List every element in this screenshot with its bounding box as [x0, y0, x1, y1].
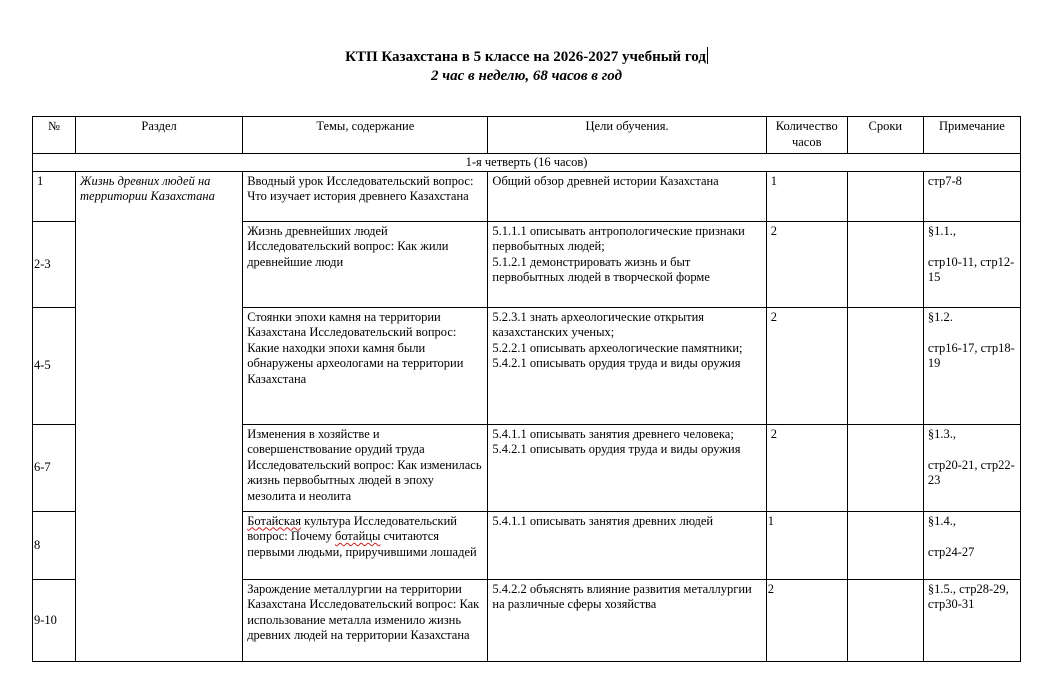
note-cell: §1.1., стр10-11, стр12-15 [923, 221, 1020, 307]
hours-cell: 2 [766, 579, 847, 661]
dates-cell [847, 424, 923, 511]
title-text: КТП Казахстана в 5 классе на 2026-2027 учебный год [345, 49, 706, 65]
dates-cell [847, 511, 923, 579]
hours-cell: 1 [766, 511, 847, 579]
topic-cell: Стоянки эпохи камня на территории Казахстана Исследовательский вопрос: Какие находки эпохи камня были обнаружены археологами на территории Казахстана [243, 307, 488, 424]
note-cell: стр7-8 [923, 171, 1020, 221]
row-number: 2-3 [33, 221, 76, 307]
dates-cell [847, 307, 923, 424]
table-header-row [33, 117, 1021, 154]
note-cell: §1.5., стр28-29, стр30-31 [923, 579, 1020, 661]
header-dates: Сроки [847, 117, 923, 154]
topic-cell: Зарождение металлургии на территории Казахстана Исследовательский вопрос: Как использование металла изменило жизнь древних людей на территории Казахстана [243, 579, 488, 661]
note-cell: §1.2. стр16-17, стр18-19 [923, 307, 1020, 424]
hours-cell: 2 [766, 424, 847, 511]
row-number: 4-5 [33, 307, 76, 424]
goal-cell: 5.4.1.1 описывать занятия древнего человека; 5.4.2.1 описывать орудия труда и виды оружия [488, 424, 766, 511]
topic-cell: Изменения в хозяйстве и совершенствование орудий труда Исследовательский вопрос: Как изменилась жизнь первобытных людей в эпоху мезолита и неолита [243, 424, 488, 511]
header-num: № [33, 117, 76, 154]
goal-cell: 5.1.1.1 описывать антропологические признаки первобытных людей; 5.1.2.1 демонстрировать жизнь и быт первобытных людей в творческой форме [488, 221, 766, 307]
topic-cell: Жизнь древнейших людей Исследовательский вопрос: Как жили древнейшие люди [243, 221, 488, 307]
topic-cell: Вводный урок Исследовательский вопрос: Что изучает история древнего Казахстана [243, 171, 488, 221]
goal-cell: 5.4.1.1 описывать занятия древних людей [488, 511, 766, 579]
row-number: 1 [33, 171, 76, 221]
spellcheck-word: ботайцы [334, 529, 381, 543]
plan-table [32, 116, 1021, 662]
hours-cell: 1 [766, 171, 847, 221]
header-hours: Количество часов [766, 117, 847, 154]
document-title [0, 47, 1053, 66]
document-subtitle: 2 час в неделю, 68 часов в год [430, 68, 623, 84]
dates-cell [847, 579, 923, 661]
row-number: 9-10 [33, 579, 76, 661]
text-cursor [707, 47, 708, 64]
quarter-row [33, 154, 1021, 172]
spellcheck-word: Ботайская [247, 513, 302, 528]
header-goals: Цели обучения. [488, 117, 766, 154]
quarter-label: 1-я четверть (16 часов) [33, 154, 1021, 172]
dates-cell [847, 221, 923, 307]
hours-cell: 2 [766, 221, 847, 307]
note-cell: §1.4., стр24-27 [923, 511, 1020, 579]
hours-cell: 2 [766, 307, 847, 424]
goal-cell: 5.2.3.1 знать археологические открытия казахстанских ученых; 5.2.2.1 описывать археологические памятники; 5.4.2.1 описывать орудия труда и виды оружия [488, 307, 766, 424]
header-notes: Примечание [923, 117, 1020, 154]
header-section: Раздел [76, 117, 243, 154]
note-cell: §1.3., стр20-21, стр22-23 [923, 424, 1020, 511]
table-row [33, 171, 1021, 221]
dates-cell [847, 171, 923, 221]
header-topics: Темы, содержание [243, 117, 488, 154]
row-number: 6-7 [33, 424, 76, 511]
section-cell: Жизнь древних людей на территории Казахстана [76, 171, 243, 661]
topic-cell: Ботайская культура Исследовательский вопрос: Почему ботайцы считаются первыми людьми, приручившими лошадей [243, 511, 488, 579]
goal-cell: Общий обзор древней истории Казахстана [488, 171, 766, 221]
goal-cell: 5.4.2.2 объяснять влияние развития металлургии на различные сферы хозяйства [488, 579, 766, 661]
row-number: 8 [33, 511, 76, 579]
